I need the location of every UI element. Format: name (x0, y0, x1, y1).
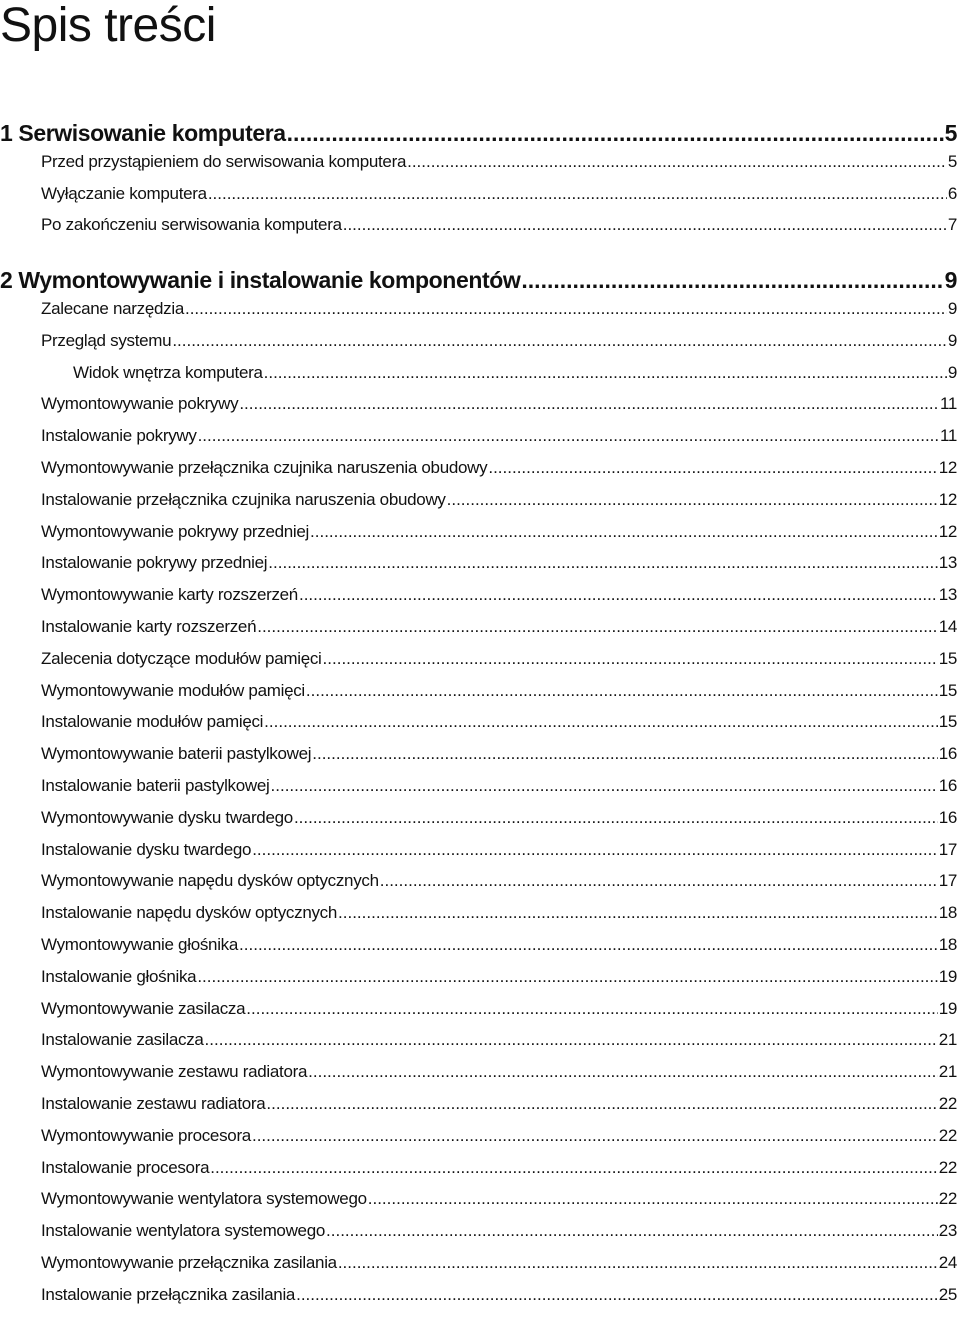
toc-entry-title: 1 Serwisowanie komputera (0, 120, 286, 146)
toc-section-entry[interactable] (0, 331, 957, 363)
dot-leader (407, 152, 947, 172)
toc-page-number: 12 (938, 489, 957, 509)
toc-section-entry[interactable] (0, 617, 957, 649)
toc-section-entry[interactable] (0, 458, 957, 490)
toc-section-entry[interactable] (0, 184, 957, 216)
dot-leader (368, 1189, 938, 1209)
toc-section-entry[interactable] (0, 1285, 957, 1317)
toc-entry-title: Instalowanie procesora (41, 1157, 210, 1177)
toc-entry-title: Wymontowywanie pokrywy (41, 394, 239, 414)
toc-section-entry[interactable] (0, 1221, 957, 1253)
toc-entry-title: Instalowanie baterii pastylkowej (41, 775, 270, 795)
toc-page-number: 24 (938, 1252, 957, 1272)
dot-leader (306, 681, 938, 701)
toc-page-number: 5 (947, 151, 957, 171)
toc-section-entry[interactable] (0, 585, 957, 617)
dot-leader (264, 712, 938, 732)
toc-entry-title: Instalowanie przełącznika zasilania (41, 1284, 296, 1304)
toc-page-number: 12 (938, 521, 957, 541)
toc-entry-title: Instalowanie głośnika (41, 966, 197, 986)
toc-entry-title: Instalowanie karty rozszerzeń (41, 616, 257, 636)
toc-entry-title: Wymontowywanie modułów pamięci (41, 680, 305, 700)
toc-page-number: 15 (938, 712, 957, 732)
toc-page-number: 9 (944, 267, 957, 294)
dot-leader (488, 458, 937, 478)
toc-section-entry[interactable] (0, 1189, 957, 1221)
dot-leader (287, 120, 944, 147)
page-title: Spis treści (0, 0, 216, 52)
dot-leader (264, 363, 947, 383)
dot-leader (380, 871, 938, 891)
toc-page-number: 15 (938, 680, 957, 700)
toc-section-entry[interactable] (0, 649, 957, 681)
toc-page-number: 21 (938, 1030, 957, 1050)
toc-section-entry[interactable] (0, 999, 957, 1031)
toc-entry-title: Instalowanie modułów pamięci (41, 712, 264, 732)
dot-leader (252, 840, 937, 860)
toc-entry-title: Instalowanie napędu dysków optycznych (41, 903, 338, 923)
toc-entry-title: Wymontowywanie baterii pastylkowej (41, 744, 312, 764)
toc-section-entry[interactable] (0, 903, 957, 935)
toc-entry-title: Instalowanie zestawu radiatora (41, 1093, 266, 1113)
toc-entry-title: Widok wnętrza komputera (73, 362, 263, 382)
dot-leader (208, 184, 947, 204)
toc-section-entry[interactable] (0, 1253, 957, 1285)
toc-section-entry[interactable] (0, 935, 957, 967)
toc-page-number: 5 (944, 120, 957, 146)
toc-entry-title: Wymontowywanie przełącznika zasilania (41, 1252, 337, 1272)
dot-leader (296, 1285, 938, 1305)
toc-page-number: 25 (938, 1284, 957, 1304)
toc-section-entry[interactable] (0, 1062, 957, 1094)
toc-page-number: 16 (938, 807, 957, 827)
toc-page-number: 12 (938, 457, 957, 477)
toc-entry-title: Instalowanie pokrywy (41, 426, 197, 446)
dot-leader (197, 967, 937, 987)
toc-section-entry[interactable] (0, 152, 957, 184)
dot-leader (266, 1094, 937, 1114)
toc-section-entry[interactable] (0, 1158, 957, 1190)
dot-leader (308, 1062, 938, 1082)
toc-entry-title: Przegląd systemu (41, 330, 172, 350)
toc-entry-title: Wymontowywanie przełącznika czujnika naruszenia obudowy (41, 457, 488, 477)
toc-entry-title: Wymontowywanie zasilacza (41, 998, 246, 1018)
toc-page-number: 22 (938, 1125, 957, 1145)
toc-entry-title: Instalowanie zasilacza (41, 1030, 204, 1050)
toc-page-number: 17 (938, 871, 957, 891)
dot-leader (338, 1253, 938, 1273)
dot-leader (205, 1030, 938, 1050)
toc-page-number: 9 (947, 298, 957, 318)
toc-page-number: 11 (939, 394, 957, 414)
dot-leader (185, 299, 947, 319)
toc-page-number: 22 (938, 1189, 957, 1209)
dot-leader (172, 331, 947, 351)
toc-entry-title: Wymontowywanie napędu dysków optycznych (41, 871, 379, 891)
table-of-contents (0, 120, 957, 1316)
dot-leader (210, 1158, 937, 1178)
dot-leader (246, 999, 937, 1019)
toc-page-number: 19 (938, 998, 957, 1018)
toc-page-number: 23 (938, 1221, 957, 1241)
dot-leader (323, 649, 938, 669)
toc-section-entry[interactable] (0, 871, 957, 903)
toc-section-entry[interactable] (0, 363, 957, 395)
dot-leader (312, 744, 937, 764)
toc-section-entry[interactable] (0, 490, 957, 522)
toc-entry-title: Po zakończeniu serwisowania komputera (41, 215, 342, 235)
toc-entry-title: Wymontowywanie głośnika (41, 934, 239, 954)
toc-entry-title: Zalecenia dotyczące modułów pamięci (41, 648, 322, 668)
toc-section-entry[interactable] (0, 1030, 957, 1062)
toc-section-entry[interactable] (0, 808, 957, 840)
dot-leader (338, 903, 938, 923)
toc-section-entry[interactable] (0, 1126, 957, 1158)
dot-leader (268, 553, 937, 573)
toc-section-entry[interactable] (0, 712, 957, 744)
toc-section-entry[interactable] (0, 840, 957, 872)
dot-leader (343, 215, 947, 235)
dot-leader (310, 522, 938, 542)
toc-page-number: 9 (947, 362, 957, 382)
toc-entry-title: Przed przystąpieniem do serwisowania komputera (41, 151, 407, 171)
toc-page-number: 21 (938, 1062, 957, 1082)
toc-section-entry[interactable] (0, 681, 957, 713)
toc-entry-title: Zalecane narzędzia (41, 298, 184, 318)
toc-entry-title: Instalowanie wentylatora systemowego (41, 1221, 326, 1241)
dot-leader (257, 617, 937, 637)
toc-chapter-entry[interactable] (0, 120, 957, 152)
toc-section-entry[interactable] (0, 394, 957, 426)
toc-entry-title: Wymontowywanie wentylatora systemowego (41, 1189, 367, 1209)
toc-page-number: 9 (947, 330, 957, 350)
toc-page-number: 16 (938, 775, 957, 795)
toc-page-number: 22 (938, 1093, 957, 1113)
toc-entry-title: 2 Wymontowywanie i instalowanie komponentów (0, 267, 521, 294)
toc-page-number: 18 (938, 903, 957, 923)
toc-page-number: 14 (938, 616, 957, 636)
toc-entry-title: Instalowanie pokrywy przedniej (41, 553, 268, 573)
toc-entry-title: Wymontowywanie karty rozszerzeń (41, 585, 298, 605)
toc-page-number: 11 (939, 426, 957, 446)
toc-page-number: 22 (938, 1157, 957, 1177)
toc-entry-title: Wymontowywanie zestawu radiatora (41, 1062, 308, 1082)
dot-leader (447, 490, 938, 510)
toc-section-entry[interactable] (0, 522, 957, 554)
toc-page-number: 16 (938, 744, 957, 764)
dot-leader (521, 267, 943, 294)
toc-section-entry[interactable] (0, 215, 957, 247)
toc-section-entry[interactable] (0, 744, 957, 776)
dot-leader (294, 808, 938, 828)
toc-section-entry[interactable] (0, 776, 957, 808)
dot-leader (239, 394, 939, 414)
toc-entry-title: Wyłączanie komputera (41, 183, 207, 203)
toc-page-number: 13 (938, 553, 957, 573)
toc-page-number: 13 (938, 585, 957, 605)
toc-entry-title: Instalowanie dysku twardego (41, 839, 252, 859)
toc-section-entry[interactable] (0, 426, 957, 458)
toc-section-entry[interactable] (0, 1094, 957, 1126)
dot-leader (239, 935, 938, 955)
toc-entry-title: Wymontowywanie dysku twardego (41, 807, 293, 827)
dot-leader (271, 776, 938, 796)
toc-entry-title: Wymontowywanie pokrywy przedniej (41, 521, 310, 541)
toc-section-entry[interactable] (0, 299, 957, 331)
toc-section-entry[interactable] (0, 553, 957, 585)
toc-page-number: 17 (938, 839, 957, 859)
toc-section-entry[interactable] (0, 967, 957, 999)
dot-leader (326, 1221, 938, 1241)
toc-entry-title: Instalowanie przełącznika czujnika naruszenia obudowy (41, 489, 446, 509)
toc-page-number: 6 (947, 183, 957, 203)
toc-page-number: 15 (938, 648, 957, 668)
toc-chapter-entry[interactable] (0, 267, 957, 299)
toc-page-number: 7 (947, 215, 957, 235)
dot-leader (299, 585, 938, 605)
toc-page-number: 19 (938, 966, 957, 986)
dot-leader (198, 426, 939, 446)
toc-page-number: 18 (938, 934, 957, 954)
toc-entry-title: Wymontowywanie procesora (41, 1125, 251, 1145)
dot-leader (252, 1126, 938, 1146)
